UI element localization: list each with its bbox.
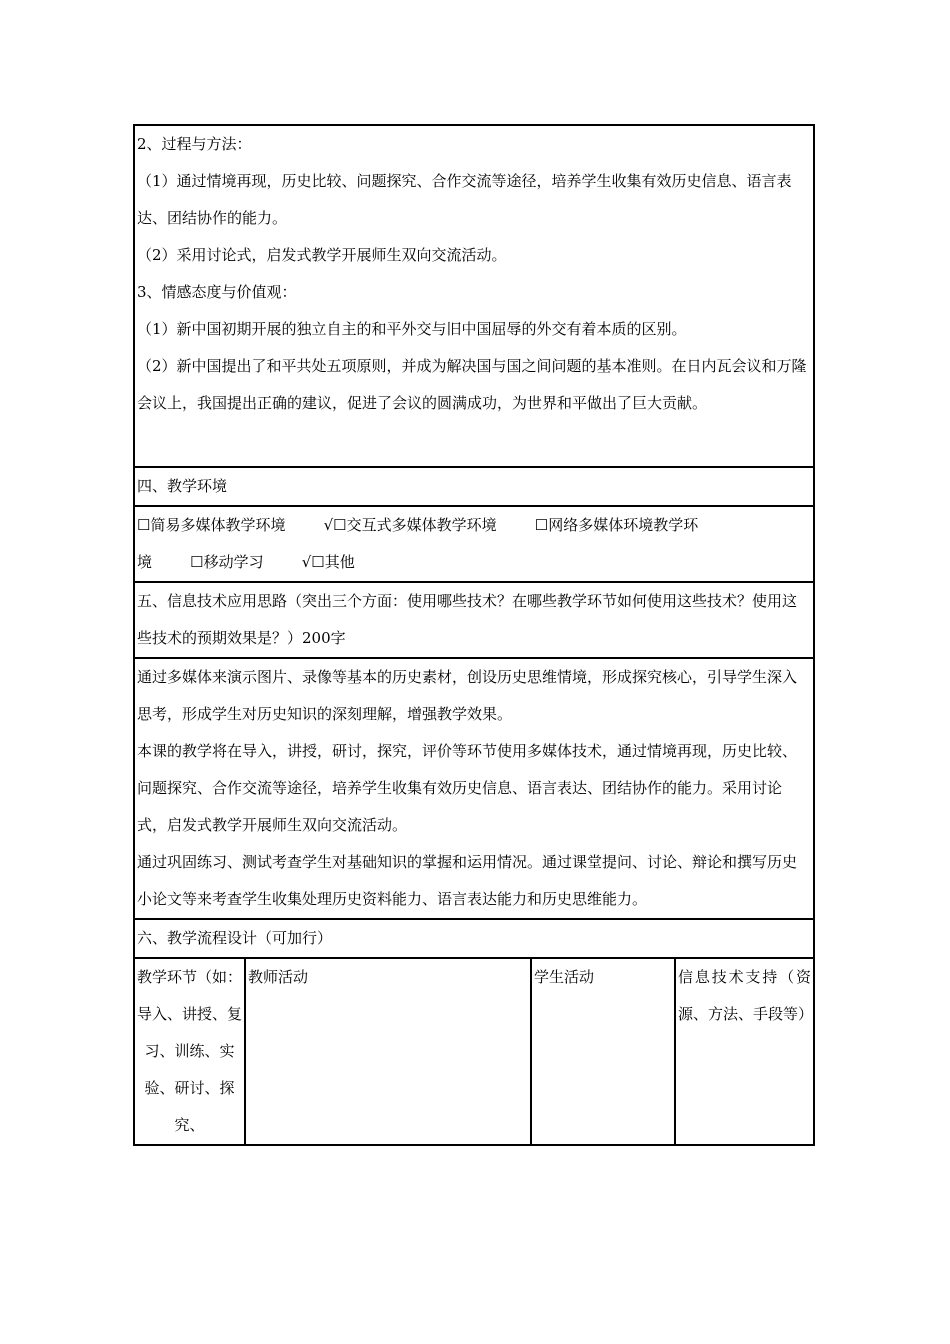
- process-item-2: （2）采用讨论式，启发式教学开展师生双向交流活动。: [137, 246, 507, 264]
- flow-col-stage: 教学环节（如：导入、讲授、复习、训练、实验、研讨、探究、: [134, 958, 245, 1145]
- flow-col-student: 学生活动: [531, 958, 675, 1145]
- flow-col-teacher: 教师活动: [245, 958, 531, 1145]
- environment-options-row: [134, 506, 814, 582]
- environment-options-line-2: 境 ☐移动学习 √☐其他: [137, 553, 355, 571]
- flow-heading: 六、教学流程设计（可加行）: [134, 919, 814, 958]
- tech-heading: 五、信息技术应用思路（突出三个方面：使用哪些技术？在哪些教学环节如何使用这些技术？使用这些技术的预期效果是？）200字: [134, 582, 814, 658]
- environment-options-cell: [134, 506, 814, 582]
- document-page: [133, 124, 813, 1146]
- flow-col-tech-support: 信息技术支持（资源、方法、手段等）: [675, 958, 814, 1145]
- environment-options-line-1: ☐简易多媒体教学环境 √☐交互式多媒体教学环境 ☐网络多媒体环境教学环: [137, 516, 699, 534]
- tech-body-row: [134, 658, 814, 919]
- flow-heading-row: [134, 919, 814, 958]
- tech-paragraph-3: 通过巩固练习、测试考查学生对基础知识的掌握和运用情况。通过课堂提问、讨论、辩论和撰写历史小论文等来考查学生收集处理历史资料能力、语言表达能力和历史思维能力。: [137, 853, 798, 908]
- emotion-heading: 3、情感态度与价值观：: [137, 283, 297, 301]
- process-item-1: （1）通过情境再现，历史比较、问题探究、合作交流等途径，培养学生收集有效历史信息、语言表达、团结协作的能力。: [137, 172, 792, 227]
- tech-paragraph-2: 本课的教学将在导入，讲授，研讨，探究，评价等环节使用多媒体技术，通过情境再现，历史比较、问题探究、合作交流等途径，培养学生收集有效历史信息、语言表达、团结协作的能力。采用讨论式，启发式教学开展师生双向交流活动。: [137, 742, 798, 834]
- tech-heading-row: [134, 582, 814, 658]
- process-heading: 2、过程与方法：: [137, 135, 252, 153]
- flow-header-row: [134, 958, 814, 1145]
- tech-paragraph-1: 通过多媒体来演示图片、录像等基本的历史素材，创设历史思维情境，形成探究核心，引导学生深入思考，形成学生对历史知识的深刻理解，增强教学效果。: [137, 668, 798, 723]
- tech-body-cell: [134, 658, 814, 919]
- emotion-item-1: （1）新中国初期开展的独立自主的和平外交与旧中国屈辱的外交有着本质的区别。: [137, 320, 687, 338]
- lesson-plan-table: [133, 124, 815, 1146]
- environment-heading: 四、教学环境: [134, 467, 814, 506]
- objectives-row: [134, 125, 814, 467]
- environment-heading-row: [134, 467, 814, 506]
- objectives-cell: [134, 125, 814, 467]
- emotion-item-2: （2）新中国提出了和平共处五项原则，并成为解决国与国之间问题的基本准则。在日内瓦会议和万隆会议上，我国提出正确的建议，促进了会议的圆满成功，为世界和平做出了巨大贡献。: [137, 357, 807, 412]
